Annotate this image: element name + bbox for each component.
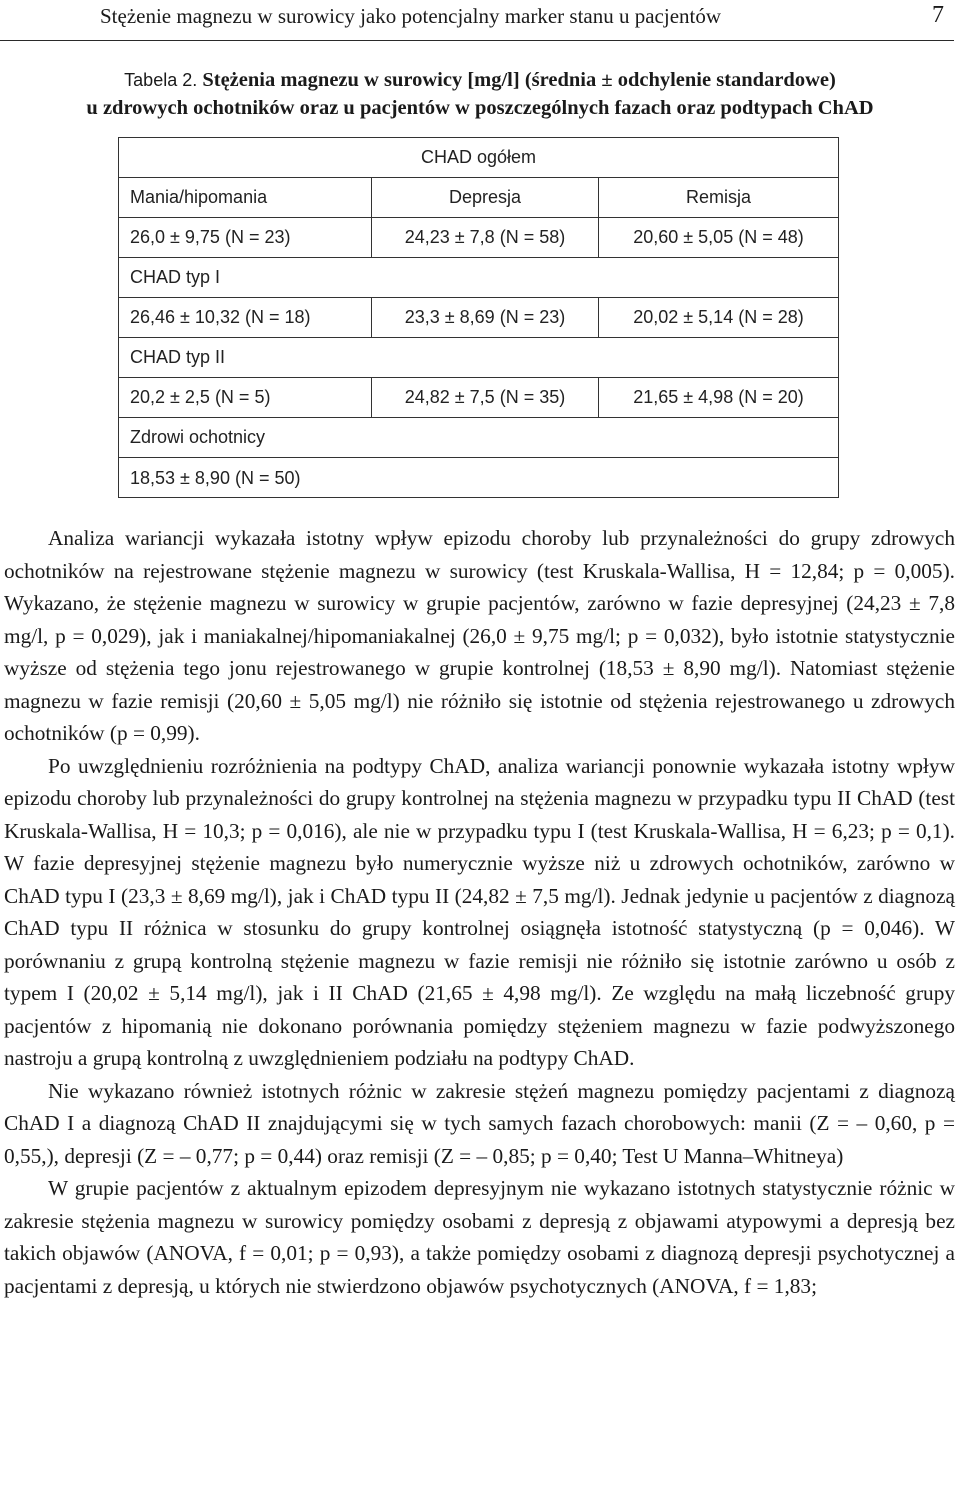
column-header-mania: Mania/hipomania (130, 187, 268, 207)
caption-lead: Tabela 2. (124, 70, 198, 90)
paragraph: Po uwzględnieniu rozróżnienia na podtypy ChAD, analiza wariancji ponownie wykazała istotny wpływ epizodu choroby lub przynależności do grupy kontrolnej na stężenia magnezu w przypadku typu II ChAD (test Kruskala-Wallisa, H = 10,3; p = 0,016), ale nie w przypadku typu I (test Kruskala-Wallisa, H = 6,23; p = 0,1). W fazie depresyjnej stężenie magnezu było numerycznie wyższe niż u zdrowych ochotników, zarówno w ChAD typu I (23,3 ± 8,69 mg/l), jak i ChAD typu II (24,82 ± 7,5 mg/l). Jednak jedynie u pacjentów z diagnozą ChAD typu II różnica w stosunku do grupy kontrolnej osiągnęła istotność statystyczną (p = 0,046). W porównaniu z grupą kontrolną stężenie magnezu w fazie remisji nie różniło się istotnie zarówno u osób z typem I (20,02 ± 5,14 mg/l), jak i II ChAD (21,65 ± 4,98 mg/l). Ze względu na małą liczebność grupy pacjentów z hipomanią nie dokonano porównania pomiędzy stężeniem magnezu w fazie podwyższonego nastroju a grupą kontrolną z uwzględnieniem podziału na podtypy ChAD. (4, 753, 955, 1070)
table-row (119, 218, 838, 258)
caption-title-2: u zdrowych ochotników oraz u pacjentów w poszczególnych fazach oraz podtypach ChAD (86, 97, 874, 119)
table-row (119, 378, 838, 418)
paragraph: W grupie pacjentów z aktualnym epizodem depresyjnym nie wykazano istotnych statystycznie różnic w zakresie stężenia magnezu w surowicy pomiędzy osobami z depresją z objawami atypowymi a depresją bez takich objawów (ANOVA, f = 0,01; p = 0,93), a także pomiędzy osobami z diagnozą depresji psychotycznej a pacjentami z depresją, u których nie stwierdzono objawów psychotycznych (ANOVA, f = 1,83; (4, 1176, 955, 1298)
table-cell: 18,53 ± 8,90 (N = 50) (130, 467, 301, 488)
table-cell: 23,3 ± 8,69 (N = 23) (371, 298, 598, 337)
caption-line-1 (0, 66, 960, 94)
table-row (119, 338, 838, 378)
table-cell: 20,60 ± 5,05 (N = 48) (598, 218, 838, 257)
page-number: 7 (932, 2, 944, 28)
table-row (119, 298, 838, 338)
row-label-chad-type-2: CHAD typ II (130, 347, 226, 367)
page-header (0, 0, 960, 42)
table-cell: 24,82 ± 7,5 (N = 35) (371, 378, 598, 417)
column-header-remission: Remisja (598, 178, 838, 217)
table-cell: 21,65 ± 4,98 (N = 20) (598, 378, 838, 417)
group-header-cell: CHAD ogółem (420, 147, 537, 167)
table-row (119, 458, 838, 498)
table-cell: 26,0 ± 9,75 (N = 23) (130, 227, 291, 247)
table-row (119, 258, 838, 298)
body-text (4, 522, 955, 1302)
table-row (119, 418, 838, 458)
table-cell: 20,2 ± 2,5 (N = 5) (130, 387, 271, 407)
paragraph: Analiza wariancji wykazała istotny wpływ epizodu choroby lub przynależności do grupy zdrowych ochotników na rejestrowane stężenie magnezu w surowicy (test Kruskala-Wallisa, H = 12,84; p = 0,005). Wykazano, że stężenie magnezu w surowicy w grupie pacjentów, zarówno w fazie depresyjnej (24,23 ± 7,8 mg/l, p = 0,029), jak i maniakalnej/hipomaniakalnej (26,0 ± 9,75 mg/l; p = 0,032), było istotnie statystycznie wyższe od stężenia tego jonu rejestrowanego w grupie kontrolnej (18,53 ± 8,90 mg/l). Natomiast stężenie magnezu w fazie remisji (20,60 ± 5,05 mg/l) nie różniło się istotnie od stężenia rejestrowanego u zdrowych ochotników (p = 0,99). (4, 526, 955, 745)
table-cell: 24,23 ± 7,8 (N = 58) (371, 218, 598, 257)
table-row (119, 178, 838, 218)
header-rule (0, 40, 954, 41)
caption-title-1: Stężenia magnezu w surowicy [mg/l] (średnia ± odchylenie standardowe) (202, 69, 836, 91)
row-label-chad-type-1: CHAD typ I (130, 267, 221, 287)
table-caption (0, 66, 960, 122)
column-header-depression: Depresja (371, 178, 598, 217)
magnesium-table (118, 137, 839, 498)
row-label-healthy: Zdrowi ochotnicy (130, 427, 266, 447)
table-cell: 26,46 ± 10,32 (N = 18) (130, 307, 311, 327)
table-row (119, 138, 838, 178)
table-cell: 20,02 ± 5,14 (N = 28) (598, 298, 838, 337)
paragraph: Nie wykazano również istotnych różnic w zakresie stężeń magnezu pomiędzy pacjentami z diagnozą ChAD I a diagnozą ChAD II znajdującymi się w tych samych fazach chorobowych: manii (Z = – 0,60, p = 0,55,), depresji (Z = – 0,77; p = 0,44) oraz remisji (Z = – 0,85; p = 0,40; Test U Manna–Whitneya) (4, 1078, 955, 1168)
running-title: Stężenie magnezu w surowicy jako potencjalny marker stanu u pacjentów (100, 4, 722, 28)
